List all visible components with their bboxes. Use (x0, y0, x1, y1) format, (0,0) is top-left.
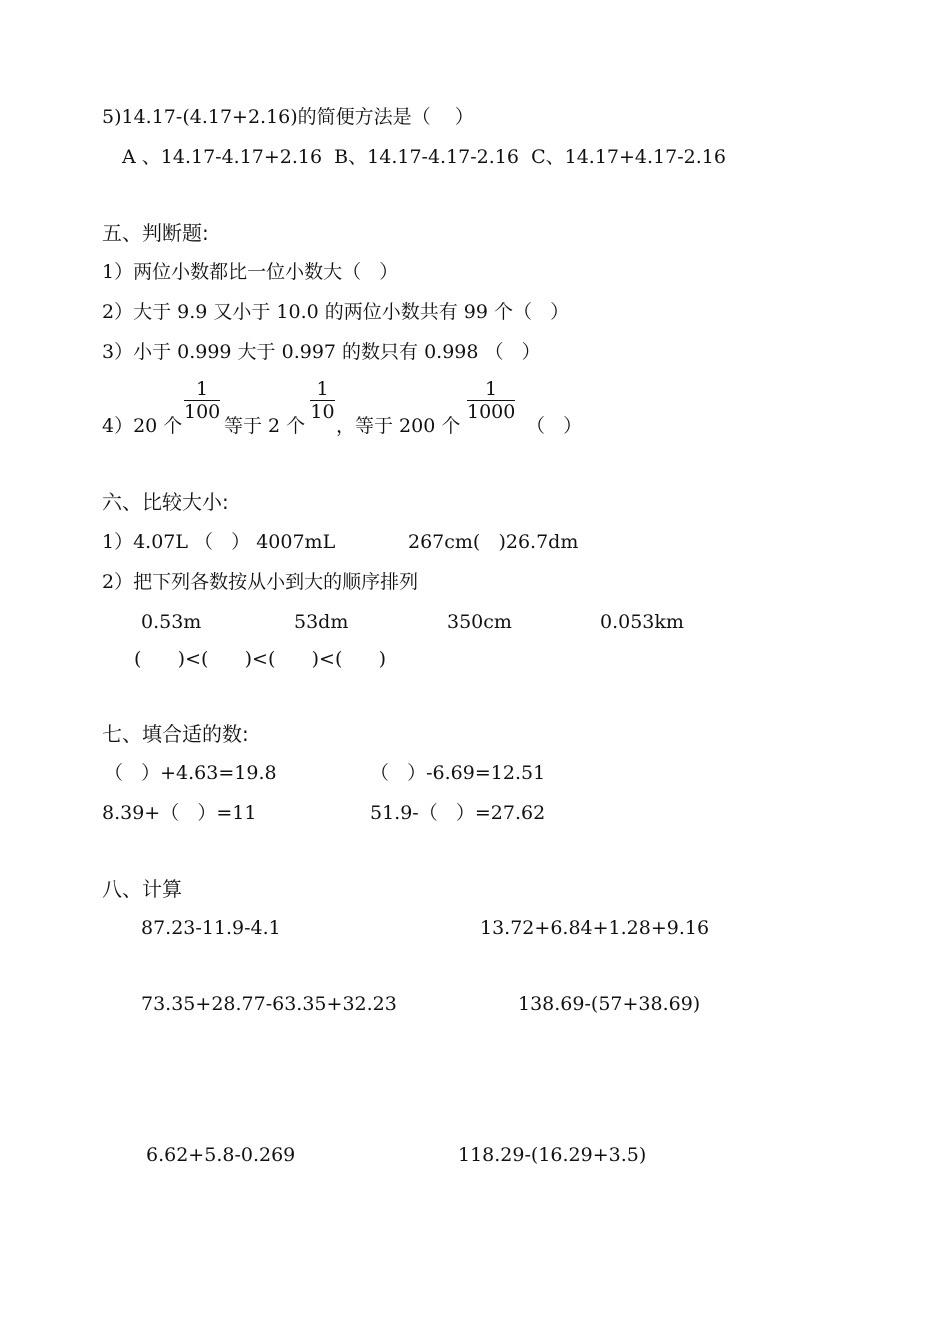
item4-mid2: ，等于 200 个 (336, 415, 461, 437)
section6-item-1a: 1）4.07L （ ） 4007mL (102, 531, 336, 553)
section7-b: （ ）-6.69=12.51 (370, 762, 546, 784)
section6-title: 六、比较大小: (102, 490, 229, 514)
section5-item-1: 1）两位小数都比一位小数大（ ） (102, 261, 399, 283)
value-53dm: 53dm (294, 611, 349, 633)
calc-1: 87.23-11.9-4.1 (141, 917, 281, 939)
fraction-denominator: 100 (184, 401, 221, 423)
fraction-1-100 (184, 378, 220, 423)
section7-d: 51.9-（ ）=27.62 (370, 802, 546, 824)
fraction-1-10 (310, 378, 335, 423)
item4-prefix: 4）20 个 (102, 415, 183, 437)
section6-item-2: 2）把下列各数按从小到大的顺序排列 (102, 571, 419, 593)
fraction-denominator: 1000 (467, 401, 516, 423)
fraction-numerator: 1 (195, 378, 209, 400)
calc-5: 6.62+5.8-0.269 (146, 1144, 296, 1166)
fraction-denominator: 10 (310, 401, 335, 423)
section7-title: 七、填合适的数: (102, 722, 249, 746)
fraction-1-1000 (467, 378, 515, 423)
fraction-numerator: 1 (484, 378, 498, 400)
section5-title: 五、判断题: (102, 221, 209, 245)
calc-6: 118.29-(16.29+3.5) (458, 1144, 647, 1166)
item4-suffix: （ ） (526, 415, 583, 437)
section7-a: （ ）+4.63=19.8 (104, 762, 277, 784)
calc-4: 138.69-(57+38.69) (518, 993, 701, 1015)
section6-item-1b: 267cm( )26.7dm (408, 531, 579, 553)
section8-title: 八、计算 (102, 877, 182, 901)
calc-2: 13.72+6.84+1.28+9.16 (480, 917, 710, 939)
fraction-numerator: 1 (316, 378, 329, 400)
section5-item-2: 2）大于 9.9 又小于 10.0 的两位小数共有 99 个（ ） (102, 301, 570, 323)
item4-mid1: 等于 2 个 (224, 415, 306, 437)
q5-stem: 5)14.17-(4.17+2.16)的简便方法是（ ） (102, 106, 474, 128)
order-row: ( )<( )<( )<( ) (134, 648, 387, 670)
q5-options: A 、14.17-4.17+2.16 B、14.17-4.17-2.16 C、14.17+4.17-2.16 (122, 146, 726, 168)
value-0-53m: 0.53m (141, 611, 202, 633)
value-0-053km: 0.053km (600, 611, 684, 633)
section5-item-3: 3）小于 0.999 大于 0.997 的数只有 0.998 （ ） (102, 341, 541, 363)
calc-3: 73.35+28.77-63.35+32.23 (141, 993, 397, 1015)
section7-c: 8.39+（ ）=11 (102, 802, 257, 824)
value-350cm: 350cm (447, 611, 512, 633)
